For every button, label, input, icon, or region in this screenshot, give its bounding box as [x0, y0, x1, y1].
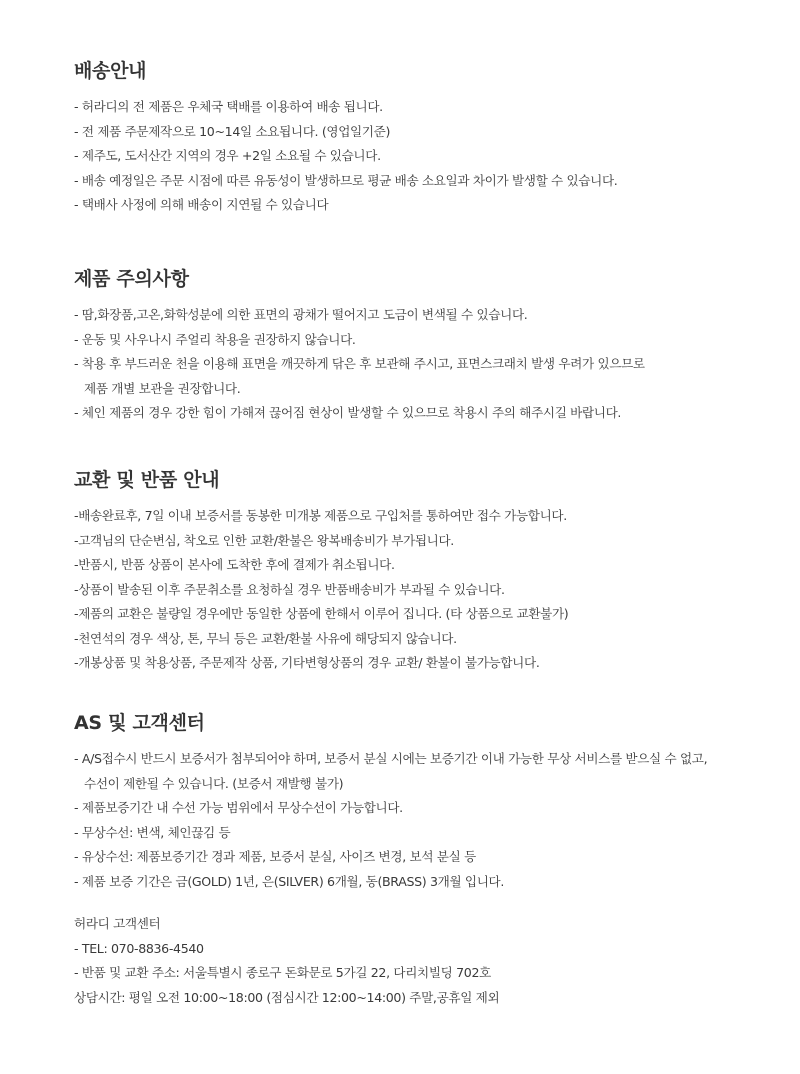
list-item: - 무상수선: 변색, 체인끊김 등 [74, 824, 231, 840]
exchange-section [74, 467, 774, 676]
as-list [74, 747, 774, 894]
list-item-continued: 수선이 제한될 수 있습니다. (보증서 재발행 불가) [84, 775, 344, 791]
list-item: - 배송 예정일은 주문 시점에 따른 유동성이 발생하므로 평균 배송 소요일과 차이가 발생할 수 있습니다. [74, 172, 618, 188]
list-item: - 착용 후 부드러운 천을 이용해 표면을 깨끗하게 닦은 후 보관해 주시고, 표면스크래치 발생 우려가 있으므로 [74, 356, 645, 371]
list-item: - 제주도, 도서산간 지역의 경우 +2일 소요될 수 있습니다. [74, 148, 381, 163]
caution-title: 제품 주의사항 [74, 268, 189, 290]
caution-list [74, 303, 774, 426]
list-item: -고객님의 단순변심, 착오로 인한 교환/환불은 왕복배송비가 부가됩니다. [74, 532, 454, 548]
list-item: - 운동 및 사우나시 주얼리 착용을 권장하지 않습니다. [74, 331, 356, 347]
list-item: - 제품 보증 기간은 금(GOLD) 1년, 은(SILVER) 6개월, 동(BRASS) 3개월 입니다. [74, 873, 505, 889]
list-item: -천연석의 경우 색상, 톤, 무늬 등은 교환/환불 사유에 해당되지 않습니다. [74, 630, 457, 646]
as-section [74, 710, 774, 894]
shipping-list [74, 95, 774, 218]
exchange-title: 교환 및 반품 안내 [74, 469, 220, 491]
shipping-section [74, 58, 774, 218]
list-item: -반품시, 반품 상품이 본사에 도착한 후에 결제가 취소됩니다. [74, 557, 395, 572]
list-item: -배송완료후, 7일 이내 보증서를 동봉한 미개봉 제품으로 구입처를 통하여만 접수 가능합니다. [74, 508, 567, 523]
list-item: - A/S접수시 반드시 보증서가 첨부되어야 하며, 보증서 분실 시에는 보증기간 이내 가능한 무상 서비스를 받으실 수 없고, [74, 751, 708, 766]
list-item: -제품의 교환은 불량일 경우에만 동일한 상품에 한해서 이루어 집니다. (타 상품으로 교환불가) [74, 606, 569, 621]
list-item-continued: 제품 개별 보관을 권장합니다. [84, 380, 241, 396]
contact-address: - 반품 및 교환 주소: 서울특별시 종로구 돈화문로 5가길 22, 다리치빌딩 702호 [74, 965, 491, 980]
contact-section [74, 912, 774, 1010]
list-item: -개봉상품 및 착용상품, 주문제작 상품, 기타변형상품의 경우 교환/ 환불이 불가능합니다. [74, 655, 540, 670]
caution-section [74, 266, 774, 426]
list-item: - 체인 제품의 경우 강한 힘이 가해져 끊어짐 현상이 발생할 수 있으므로 착용시 주의 해주시길 바랍니다. [74, 405, 622, 420]
list-item: - 유상수선: 제품보증기간 경과 제품, 보증서 분실, 사이즈 변경, 보석 분실 등 [74, 849, 476, 864]
list-item: - 제품보증기간 내 수선 가능 범위에서 무상수선이 가능합니다. [74, 800, 403, 815]
contact-hours: 상담시간: 평일 오전 10:00~18:00 (점심시간 12:00~14:00) 주말,공휴일 제외 [74, 989, 500, 1005]
contact-tel: - TEL: 070-8836-4540 [74, 940, 204, 956]
shipping-title: 배송안내 [74, 60, 147, 82]
list-item: -상품이 발송된 이후 주문취소를 요청하실 경우 반품배송비가 부과될 수 있습니다. [74, 581, 505, 597]
exchange-list [74, 504, 774, 676]
as-title: AS 및 고객센터 [74, 712, 205, 734]
list-item: - 택배사 사정에 의해 배송이 지연될 수 있습니다 [74, 197, 329, 212]
list-item: - 땀,화장품,고온,화학성분에 의한 표면의 광채가 떨어지고 도금이 변색될 수 있습니다. [74, 307, 528, 322]
list-item: - 전 제품 주문제작으로 10~14일 소요됩니다. (영업일기준) [74, 123, 391, 139]
list-item: - 허라디의 전 제품은 우체국 택배를 이용하여 배송 됩니다. [74, 99, 383, 114]
contact-title: 허라디 고객센터 [74, 916, 161, 931]
